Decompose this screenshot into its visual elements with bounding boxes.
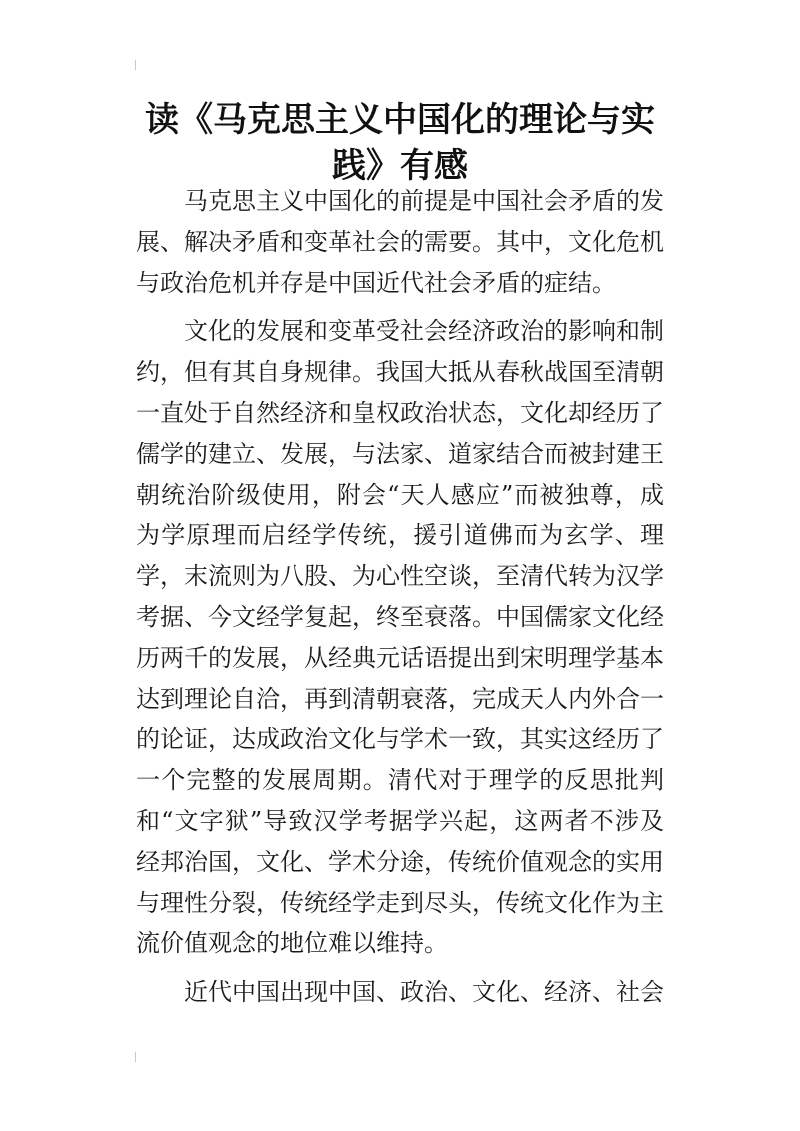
crop-mark-top: [135, 60, 136, 70]
paragraph-2: 文化的发展和变革受社会经济政治的影响和制约，但有其自身规律。我国大抵从春秋战国至清朝一直处于自然经济和皇权政治状态，文化却经历了儒学的建立、发展，与法家、道家结合而被封建王朝统治阶级使用，附会“天人感应”而被独尊，成为学原理而启经学传统，援引道佛而为玄学、理学，末流则为八股、为心性空谈，至清代转为汉学考据、今文经学复起，终至衰落。中国儒家文化经历两千的发展，从经典元话语提出到宋明理学基本达到理论自洽，再到清朝衰落，完成天人内外合一的论证，达成政治文化与学术一致，其实这经历了一个完整的发展周期。清代对于理学的反思批判和“文字狱”导致汉学考据学兴起，这两者不涉及经邦治国，文化、学术分途，传统价值观念的实用与理性分裂，传统经学走到尽头，传统文化作为主流价值观念的地位难以维持。: [136, 317, 664, 958]
crop-mark-bottom: [135, 1052, 136, 1062]
document-title: 读《马克思主义中国化的理论与实践》有感: [145, 100, 655, 186]
paragraph-1: 马克思主义中国化的前提是中国社会矛盾的发展、解决矛盾和变革社会的需要。其中，文化危机与政治危机并存是中国近代社会矛盾的症结。: [136, 187, 664, 297]
document-body: [136, 181, 664, 1021]
paragraph-3: 近代中国出现中国、政治、文化、经济、社会: [184, 978, 664, 1007]
